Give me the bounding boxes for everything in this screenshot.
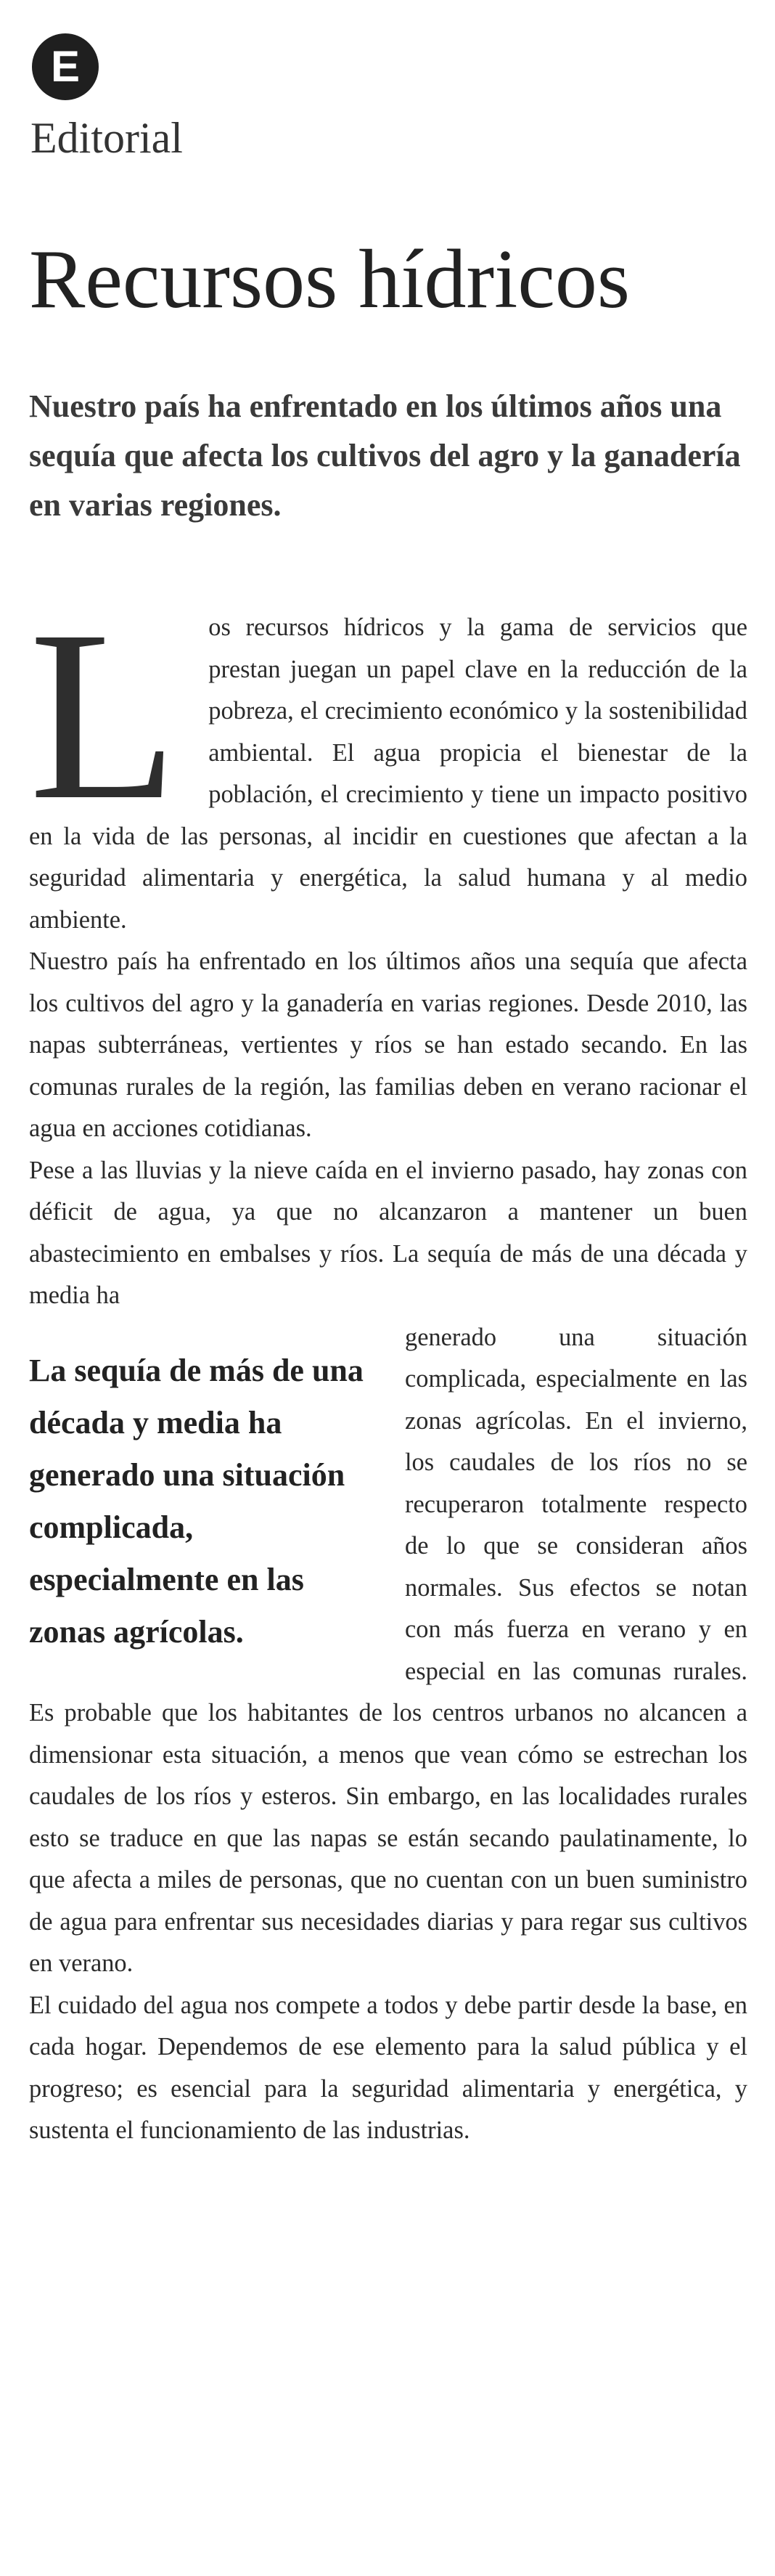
paragraph-4: El cuidado del agua nos compete a todos y debe partir desde la base, en cada hogar. Dependemos de ese elemento para la salud pública y el progreso; es esencial para la seguridad alimentaria y energética, y sustenta el funcionamiento de las industrias.: [29, 1991, 747, 2144]
paragraph-3-continued: [29, 1317, 747, 1985]
paragraph-3: Pese a las lluvias y la nieve caída en el invierno pasado, hay zonas con déficit de agua, ya que no alcanzaron a mantener un buen abastecimiento en embalses y ríos. La sequía de más de una década y media ha: [29, 1156, 747, 1309]
section-header: [29, 29, 747, 174]
pull-quote: La sequía de más de una década y media ha generado una situación complicada, especialmente en las zonas agrícolas.: [29, 1352, 364, 1650]
drop-cap: L: [29, 580, 179, 850]
paragraph-2: Nuestro país ha enfrentado en los últimos años una sequía que afecta los cultivos del agro y la ganadería en varias regiones. Desde 2010, las napas subterráneas, vertientes y ríos se han estado secando. En las comunas rurales de la región, las familias deben en verano racionar el agua en acciones cotidianas.: [29, 947, 747, 1142]
paragraph-1: [29, 580, 747, 941]
article-body: [29, 580, 747, 2152]
section-badge: E: [32, 33, 99, 100]
section-label: Editorial: [30, 114, 183, 162]
editorial-page: [29, 29, 747, 2152]
paragraph-1-text: os recursos hídricos y la gama de servicios que prestan juegan un papel clave en la reducción de la pobreza, el crecimiento económico y la sostenibilidad ambiental. El agua propicia el bienestar de la población, el crecimiento y tiene un impacto positivo en la vida de las personas, al incidir en cuestiones que afectan a la seguridad alimentaria y energética, la salud humana y al medio ambiente.: [29, 614, 747, 934]
article-lead: Nuestro país ha enfrentado en los últimos años una sequía que afecta los cultivos del agro y la ganadería en varias regiones.: [29, 388, 741, 523]
article-title: Recursos hídricos: [29, 233, 630, 326]
paragraph-3-continued-text: generado una situación complicada, especialmente en las zonas agrícolas. En el invierno, los caudales de los ríos no se recuperaron totalmente respecto de lo que se consideran años normales. Sus efectos se notan con más fuerza en verano y en especial en las comunas rurales. Es probable que los habitantes de los centros urbanos no alcancen a dimensionar esta situación, a menos que vean cómo se estrechan los caudales de los ríos y esteros. Sin embargo, en las localidades rurales esto se traduce en que las napas se están secando paulatinamente, lo que afecta a miles de personas, que no cuentan con un buen suministro de agua para enfrentar sus necesidades diarias y para regar sus cultivos en verano.: [29, 1323, 747, 1977]
